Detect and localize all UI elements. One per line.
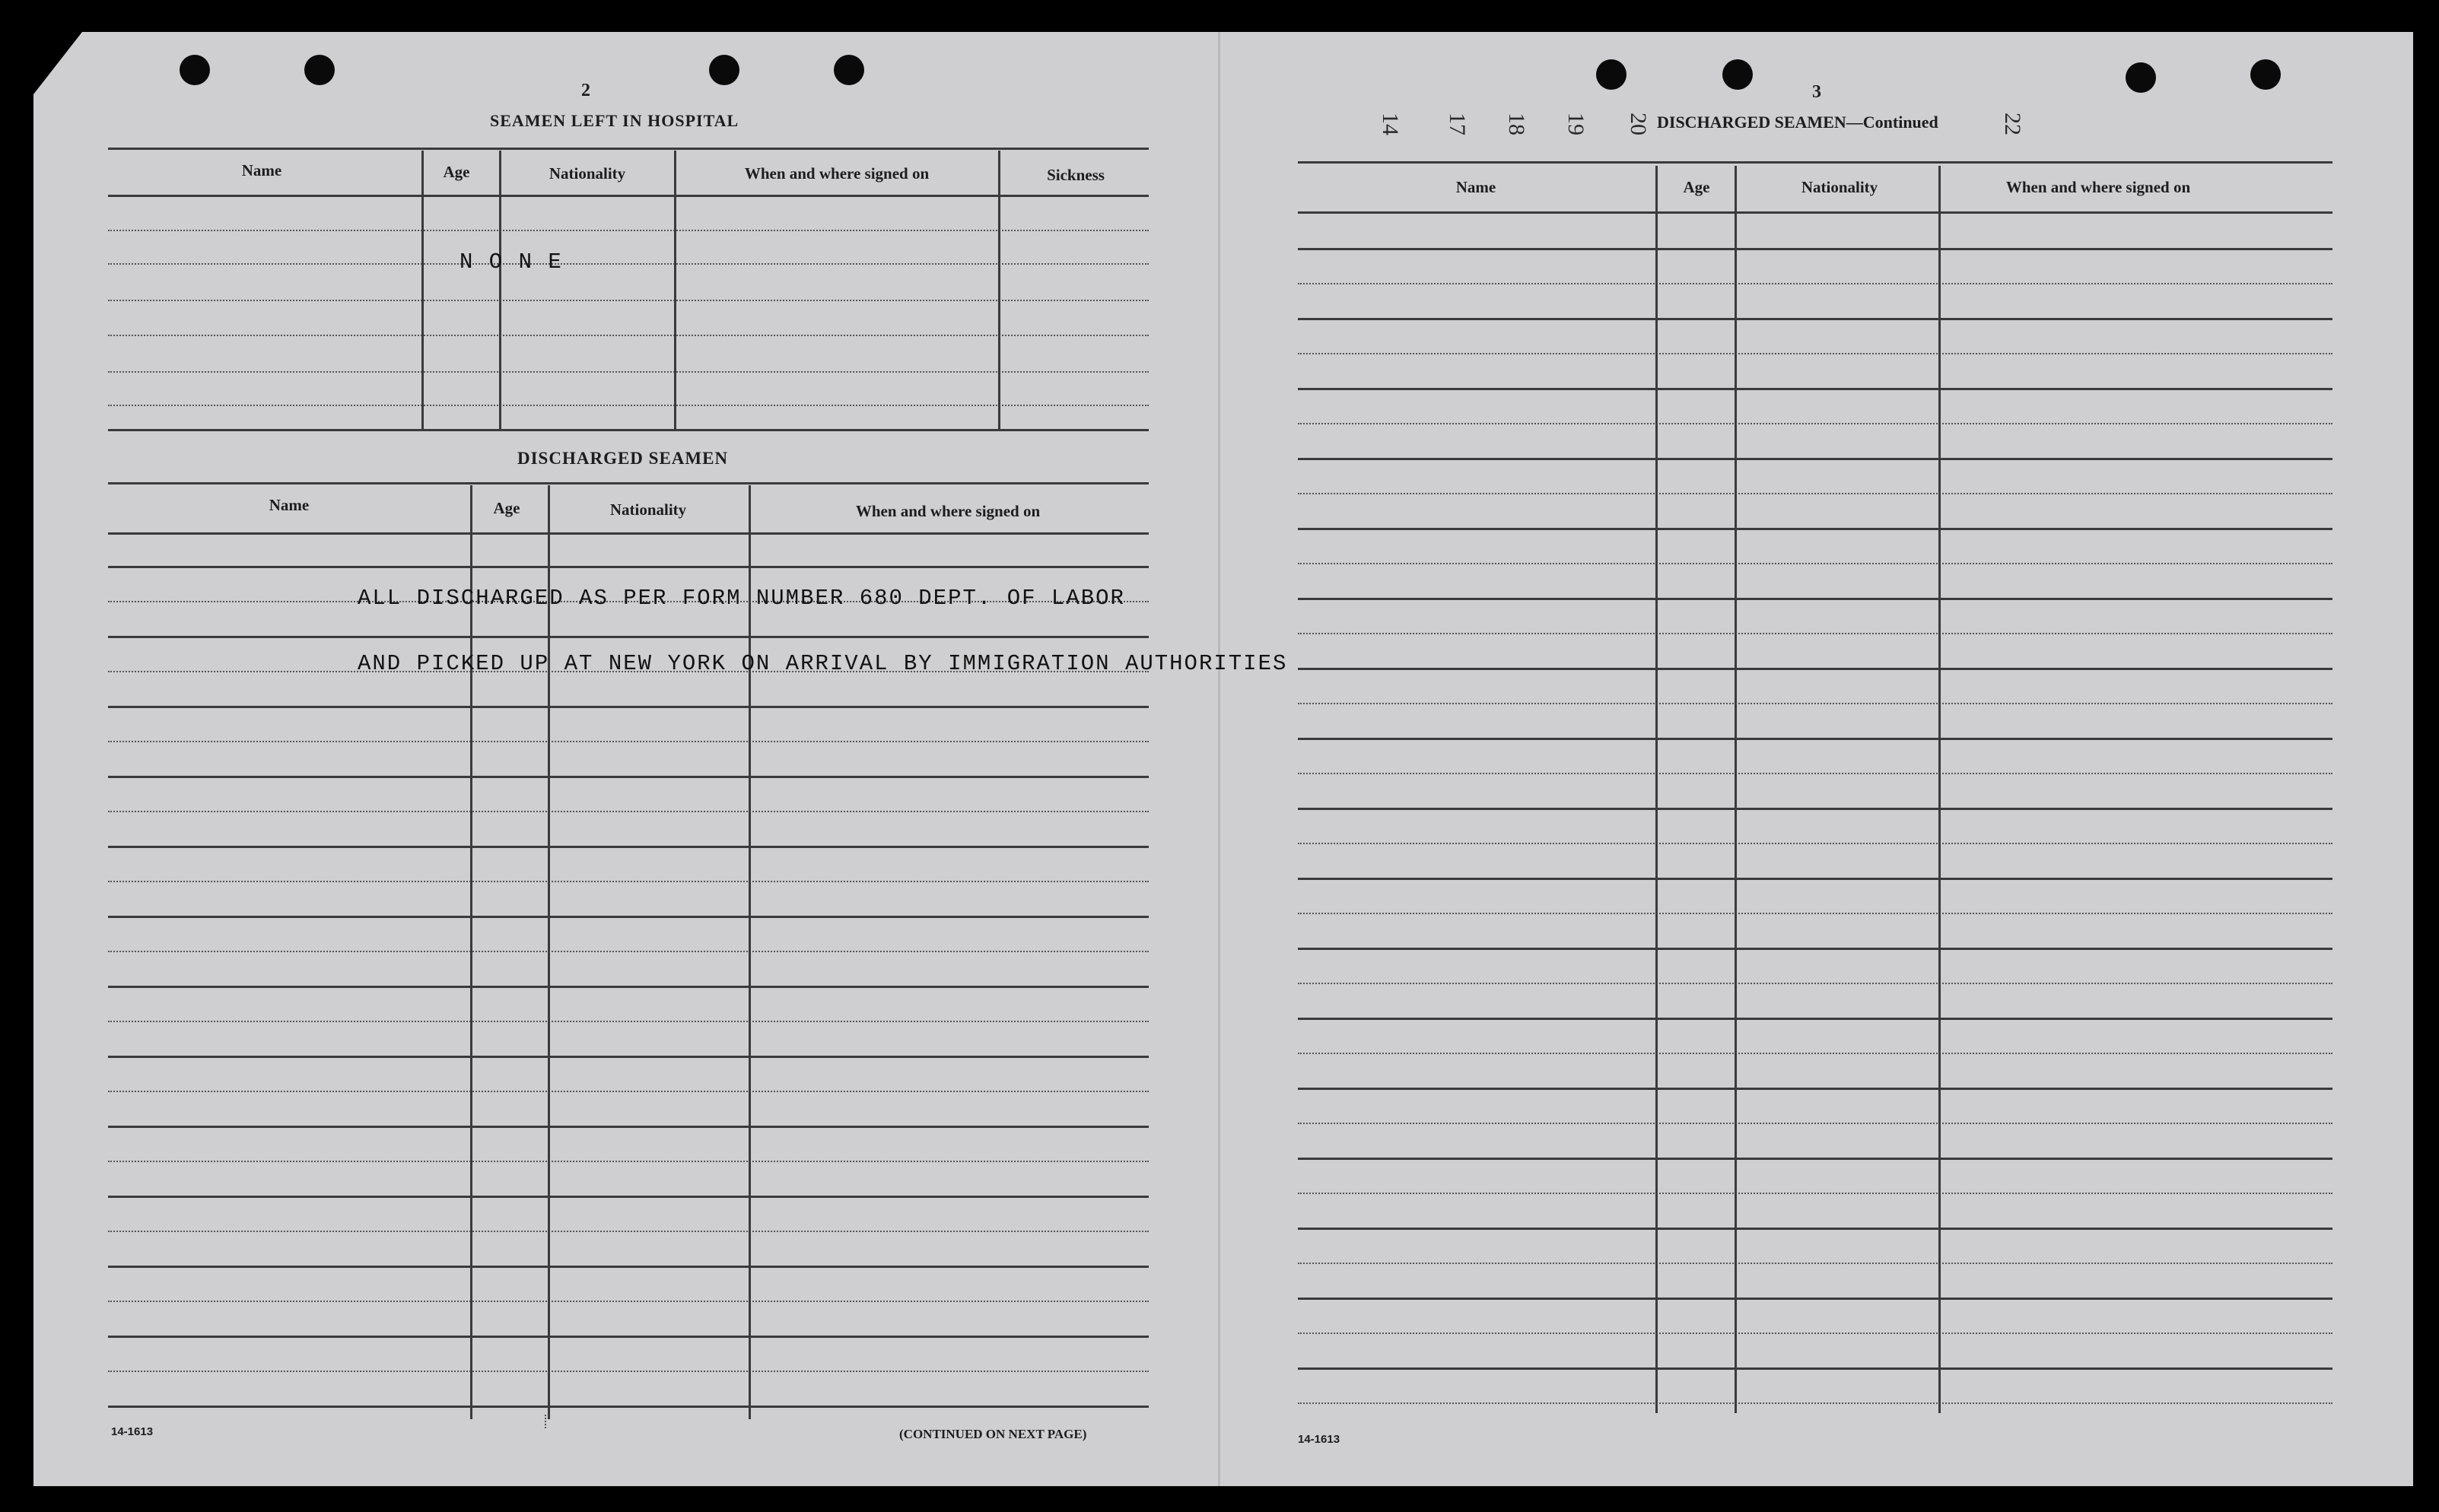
row-line <box>108 846 1149 848</box>
row-line <box>108 566 1149 568</box>
rule <box>108 482 1149 484</box>
discharged-section-title: DISCHARGED SEAMEN <box>517 449 729 468</box>
row-line <box>1298 1088 2332 1090</box>
hospital-col-sickness: Sickness <box>1047 166 1105 184</box>
col-divider <box>499 151 501 429</box>
row-line <box>108 1021 1149 1022</box>
row-line <box>1298 1228 2332 1230</box>
row-line <box>1298 1333 2332 1334</box>
row-line <box>108 916 1149 918</box>
row-line <box>108 1336 1149 1338</box>
discharged-col-age: Age <box>493 499 520 517</box>
left-page-number: 2 <box>581 81 590 100</box>
row-line <box>1298 948 2332 950</box>
hospital-section-title: SEAMEN LEFT IN HOSPITAL <box>490 111 739 130</box>
right-form-number: 14-1613 <box>1298 1433 1340 1446</box>
col-divider <box>749 485 751 1419</box>
discharged-col-nationality: Nationality <box>609 500 687 519</box>
punch-hole <box>2250 59 2281 90</box>
margin-stamp: 17 <box>1445 113 1470 135</box>
row-line <box>1298 1053 2332 1054</box>
col-divider <box>470 485 472 1419</box>
row-line <box>1298 318 2332 320</box>
punch-hole <box>180 55 210 85</box>
margin-stamp: 14 <box>1378 113 1403 135</box>
row-line <box>1298 1018 2332 1020</box>
row-line <box>1298 668 2332 670</box>
row-line <box>108 1301 1149 1302</box>
margin-stamp: 19 <box>1563 113 1588 135</box>
row-line <box>1298 773 2332 774</box>
punch-hole <box>2126 62 2156 93</box>
continued-note: (CONTINUED ON NEXT PAGE) <box>899 1427 1087 1441</box>
hospital-col-signed-on: When and where signed on <box>744 164 930 183</box>
row-line <box>1298 983 2332 984</box>
row-line <box>1298 1263 2332 1264</box>
row-line <box>108 1196 1149 1198</box>
row-line <box>108 405 1149 406</box>
row-line <box>108 1161 1149 1162</box>
rule <box>108 429 1149 431</box>
margin-stamp: 20 <box>1626 113 1651 135</box>
row-line <box>108 811 1149 812</box>
row-line <box>1298 1123 2332 1124</box>
row-line <box>1298 1193 2332 1194</box>
row-line <box>108 706 1149 708</box>
row-line <box>1298 283 2332 284</box>
punch-hole <box>1722 59 1753 90</box>
row-line <box>1298 493 2332 494</box>
rule <box>108 195 1149 197</box>
row-line <box>108 1126 1149 1128</box>
row-line <box>1298 353 2332 354</box>
row-line <box>1298 913 2332 914</box>
page-fold <box>1218 32 1220 1486</box>
col-divider <box>545 1415 546 1428</box>
discharged-col-name: Name <box>269 496 310 514</box>
hospital-col-age: Age <box>443 163 470 181</box>
row-line <box>108 986 1149 988</box>
right-section-title: DISCHARGED SEAMEN—Continued <box>1657 113 1938 132</box>
punch-hole <box>1596 59 1627 90</box>
row-line <box>1298 843 2332 844</box>
row-line <box>108 335 1149 336</box>
row-line <box>108 1266 1149 1268</box>
row-line <box>1298 563 2332 564</box>
hospital-col-nationality: Nationality <box>549 164 626 183</box>
col-divider <box>998 151 1000 429</box>
row-line <box>1298 703 2332 704</box>
row-line <box>108 300 1149 301</box>
right-col-age: Age <box>1683 178 1710 196</box>
left-form-number: 14-1613 <box>111 1425 154 1438</box>
typed-note-line-1: ALL DISCHARGED AS PER FORM NUMBER 680 DEPT. OF LABOR <box>358 586 1125 611</box>
row-line <box>108 1231 1149 1232</box>
col-divider <box>421 151 424 429</box>
col-divider <box>1938 166 1941 1413</box>
row-line <box>1298 248 2332 250</box>
punch-hole <box>709 55 739 85</box>
punch-hole <box>304 55 335 85</box>
margin-stamp: 22 <box>2000 113 2025 135</box>
row-line <box>1298 598 2332 600</box>
row-line <box>108 263 1149 265</box>
right-col-nationality: Nationality <box>1801 178 1878 196</box>
row-line <box>108 951 1149 952</box>
row-line <box>1298 528 2332 530</box>
row-line <box>1298 738 2332 740</box>
row-line <box>108 1406 1149 1408</box>
row-line <box>108 371 1149 373</box>
margin-stamp: 18 <box>1504 113 1529 135</box>
right-col-signed-on: When and where signed on <box>2005 178 2191 196</box>
row-line <box>1298 1402 2332 1404</box>
row-line <box>108 741 1149 742</box>
row-line <box>1298 1367 2332 1370</box>
row-line <box>1298 423 2332 424</box>
rule <box>108 532 1149 535</box>
row-line <box>1298 388 2332 390</box>
row-line <box>108 1056 1149 1058</box>
row-line <box>1298 633 2332 634</box>
hospital-none-entry: N O N E <box>459 249 563 275</box>
col-divider <box>548 485 550 1419</box>
col-divider <box>1735 166 1737 1413</box>
col-divider <box>674 151 676 429</box>
row-line <box>1298 808 2332 810</box>
row-line <box>1298 1298 2332 1300</box>
hospital-col-name: Name <box>241 161 282 179</box>
row-line <box>108 1371 1149 1372</box>
right-page-number: 3 <box>1812 82 1821 102</box>
col-divider <box>1655 166 1658 1413</box>
row-line <box>1298 458 2332 460</box>
punch-hole <box>834 55 864 85</box>
discharged-col-signed-on: When and where signed on <box>855 502 1041 520</box>
row-line <box>1298 878 2332 880</box>
row-line <box>108 636 1149 638</box>
row-line <box>108 230 1149 231</box>
rule <box>1298 161 2332 164</box>
typed-note-line-2: AND PICKED UP AT NEW YORK ON ARRIVAL BY IMMIGRATION AUTHORITIES <box>358 651 1288 676</box>
row-line <box>108 776 1149 778</box>
right-col-name: Name <box>1455 178 1496 196</box>
row-line <box>1298 1158 2332 1160</box>
rule <box>1298 211 2332 214</box>
row-line <box>108 881 1149 882</box>
row-line <box>108 1091 1149 1092</box>
rule <box>108 148 1149 150</box>
